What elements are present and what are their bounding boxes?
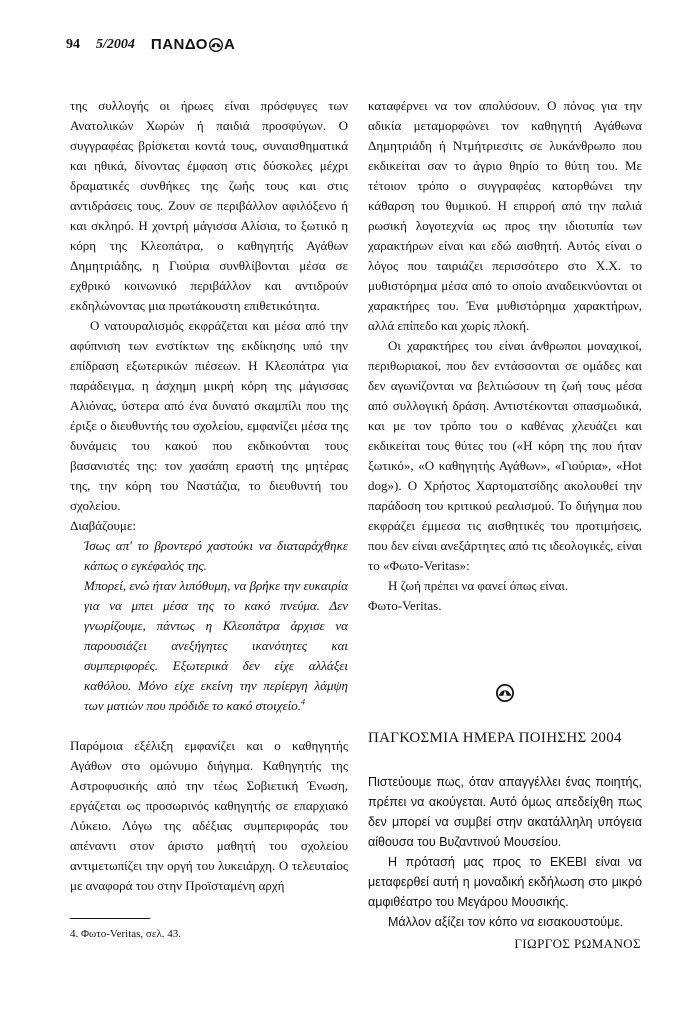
pandora-emblem-icon [496, 684, 514, 702]
author-signature: ΓΙΩΡΓΟΣ ΡΩΜΑΝΟΣ [514, 936, 641, 951]
section-paragraph-3: Μάλλον αξίζει τον κόπο να εισακουστούμε. [388, 915, 624, 929]
footnote: 4. Φωτο-Veritas, σελ. 43. [70, 928, 182, 940]
logo-text-suffix: Α [223, 36, 236, 53]
section-title: ΠΑΓΚΟΣΜΙΑ ΗΜΕΡΑ ΠΟΙΗΣΗΣ 2004 [368, 730, 622, 746]
left-paragraph-1: της συλλογής οι ήρωες είναι πρόσφυγες των Ανατολικών Χωρών ή παιδιά προσφύγων. Ο συγγραφέας βρίσκεται κοντά τους, συναισθηματικά και ηθικά, δίνοντας έμφαση στις δύσκολες μέχρι δραματικές συνθήκες της ζωής τους και στις αντιδράσεις τους. Ζουν σε περιβάλλον αφιλόξενο ή και σκληρό. Η χοντρή μάγισσα Αλίσια, το ξωτικό η κόρη της Κλεοπάτρα, ο καθηγητής Αγάθων Δημητριάδης, η Γιούρια συνθλίβονται μέσα σε εχθρικό κοινωνικό περιβάλλον και αντιδρούν εκδηλώνοντας μια πρωτάκουστη επιθετικότητα. [70, 98, 348, 313]
page-header [66, 36, 235, 53]
quote-line-2: Μπορεί, ενώ ήταν λιπόθυμη, να βρήκε την ευκαιρία για να μπει μέσα της το κακό πνεύμα. Δεν γνωρίζουμε, πάντως η Κλεοπάτρα άρχισε να παρουσιάζει ανεξήγητες ικανότητες και συμπεριφορές. Εξωτερικά δεν είχε αλλάξει καθόλου. Μόνο είχε εκείνη την περίεργη λάμψη των ματιών που πρόδιδε το κακό στοιχείο.$^4$ [84, 578, 348, 713]
quote-intro: Διαβάζουμε: [70, 518, 136, 533]
section-paragraph-2: Η πρότασή μας προς το ΕΚΕΒΙ είναι να μεταφερθεί αυτή η μοναδική εκδήλωση στο μικρό αμφιθέατρο του Μεγάρου Μουσικής. [368, 855, 642, 909]
footnote-divider [70, 918, 150, 919]
footnote-marker: 4 [300, 697, 305, 707]
magazine-logo [151, 36, 235, 53]
left-column [70, 96, 348, 896]
issue-number: 5/2004 [96, 36, 135, 52]
right-paragraph-2: Οι χαρακτήρες του είναι άνθρωποι μοναχικοί, περιθωριακοί, που δεν εντάσσονται σε ομάδες και δεν αγωνίζονται να βελτιώσουν τη ζωή τους μέσα από συλλογική δράση. Αντιστέκονται σπασμωδικά, και με τον τρόπο του ο καθένας χλευάζει και εκδικείται τους θύτες του («Η κόρη της που ήταν ξωτικό», «Ο καθηγητής Αγάθων», «Γιούρια», «Hot dog»). Ο Χρήστος Χαρτοματσίδης ακολουθεί την παράδοση του κριτικού ρεαλισμού. Το διήγημα που εκφράζει έμμεσα τις αισθητικές του προτιμήσεις, που δεν είναι ανεξάρτητες από τις ιδεολογικές, είναι το «Φωτο-Veritas»: [368, 338, 642, 573]
pandora-emblem-icon [209, 38, 223, 52]
page-number: 94 [66, 36, 80, 52]
section-paragraph-1: Πιστεύουμε πως, όταν απαγγέλλει ένας ποιητής, πρέπει να ακούγεται. Αυτό όμως απεδείχθη πως δεν μπορεί να συμβεί στην ακατάλληλη υπόγεια αίθουσα του Βυζαντινού Μουσείου. [368, 775, 642, 849]
right-column [368, 96, 642, 616]
left-paragraph-2: Ο νατουραλισμός εκφράζεται και μέσα από την αφύπνιση των ενστίκτων της εκδίκησης υπό την επίδραση εξωτερικών πιέσεων. Η Κλεοπάτρα για παράδειγμα, η άσχημη μικρή κόρη της μάγισσας Αλιόνας, ύστερα από ένα δυνατό σκαμπίλι που της έριξε ο διευθυντής του σχολείου, εμφανίζει μέσα της δυνάμεις του κακού που εκδικούνται τους βασανιστές της: τον χασάπη εραστή της μητέρας της, την κόρη του Ναστάζια, το διευθυντή του σχολείου. [70, 318, 348, 513]
left-paragraph-3: Παρόμοια εξέλιξη εμφανίζει και ο καθηγητής Αγάθων στο ομώνυμο διήγημα. Καθηγητής της Αστροφυσικής από την τέως Σοβιετική Ένωση, εργάζεται ως προσωρινός καθηγητής σε επαρχιακό Λύκειο. Λόγω της αδέξιας συμπεριφοράς του απέναντι στον άριστο μαθητή του σχολείου αντιμετωπίζει την οργή του λυκειάρχη. Ο τελευταίος με αναφορά του στην Προϊσταμένη αρχή [70, 738, 348, 893]
right-paragraph-1: καταφέρνει να τον απολύσουν. Ο πόνος για την αδικία μεταμορφώνει τον καθηγητή Αγάθωνα Δημητριάδη ή Ντμήτριεσιτς σε λυκάνθρωπο που εκδικείται σαν το άγριο θηρίο το θύτη του. Με τέτοιον τρόπο ο συγγραφέας κατορθώνει την κάθαρση του θυμικού. Η επιρροή από την παλιά ρωσική λογοτεχνία ως προς την ιδιοτυπία των χαρακτήρων είναι και εδώ αισθητή. Αυτός είναι ο λόγος που ταιριάζει περισσότερο στο Χ.Χ. το μυθιστόρημα μέσα από το οποίο αναδεικνύονται οι χαρακτήρες του. Ένα μυθιστόρημα χαρακτήρων, αλλά επίπεδο και χωρίς πλοκή. [368, 98, 642, 333]
section-body [368, 772, 642, 932]
block-quote [84, 536, 348, 716]
motto-source: Φωτο-Veritas. [368, 598, 442, 613]
motto-quote: Η ζωή πρέπει να φανεί όπως είναι. [388, 578, 569, 593]
quote-line-1: Ίσως απ' το βροντερό χαστούκι να διαταράχθηκε κάπως ο εγκέφαλός της. [84, 538, 348, 573]
logo-text-prefix: ΠΑΝΔΟ [150, 36, 208, 53]
